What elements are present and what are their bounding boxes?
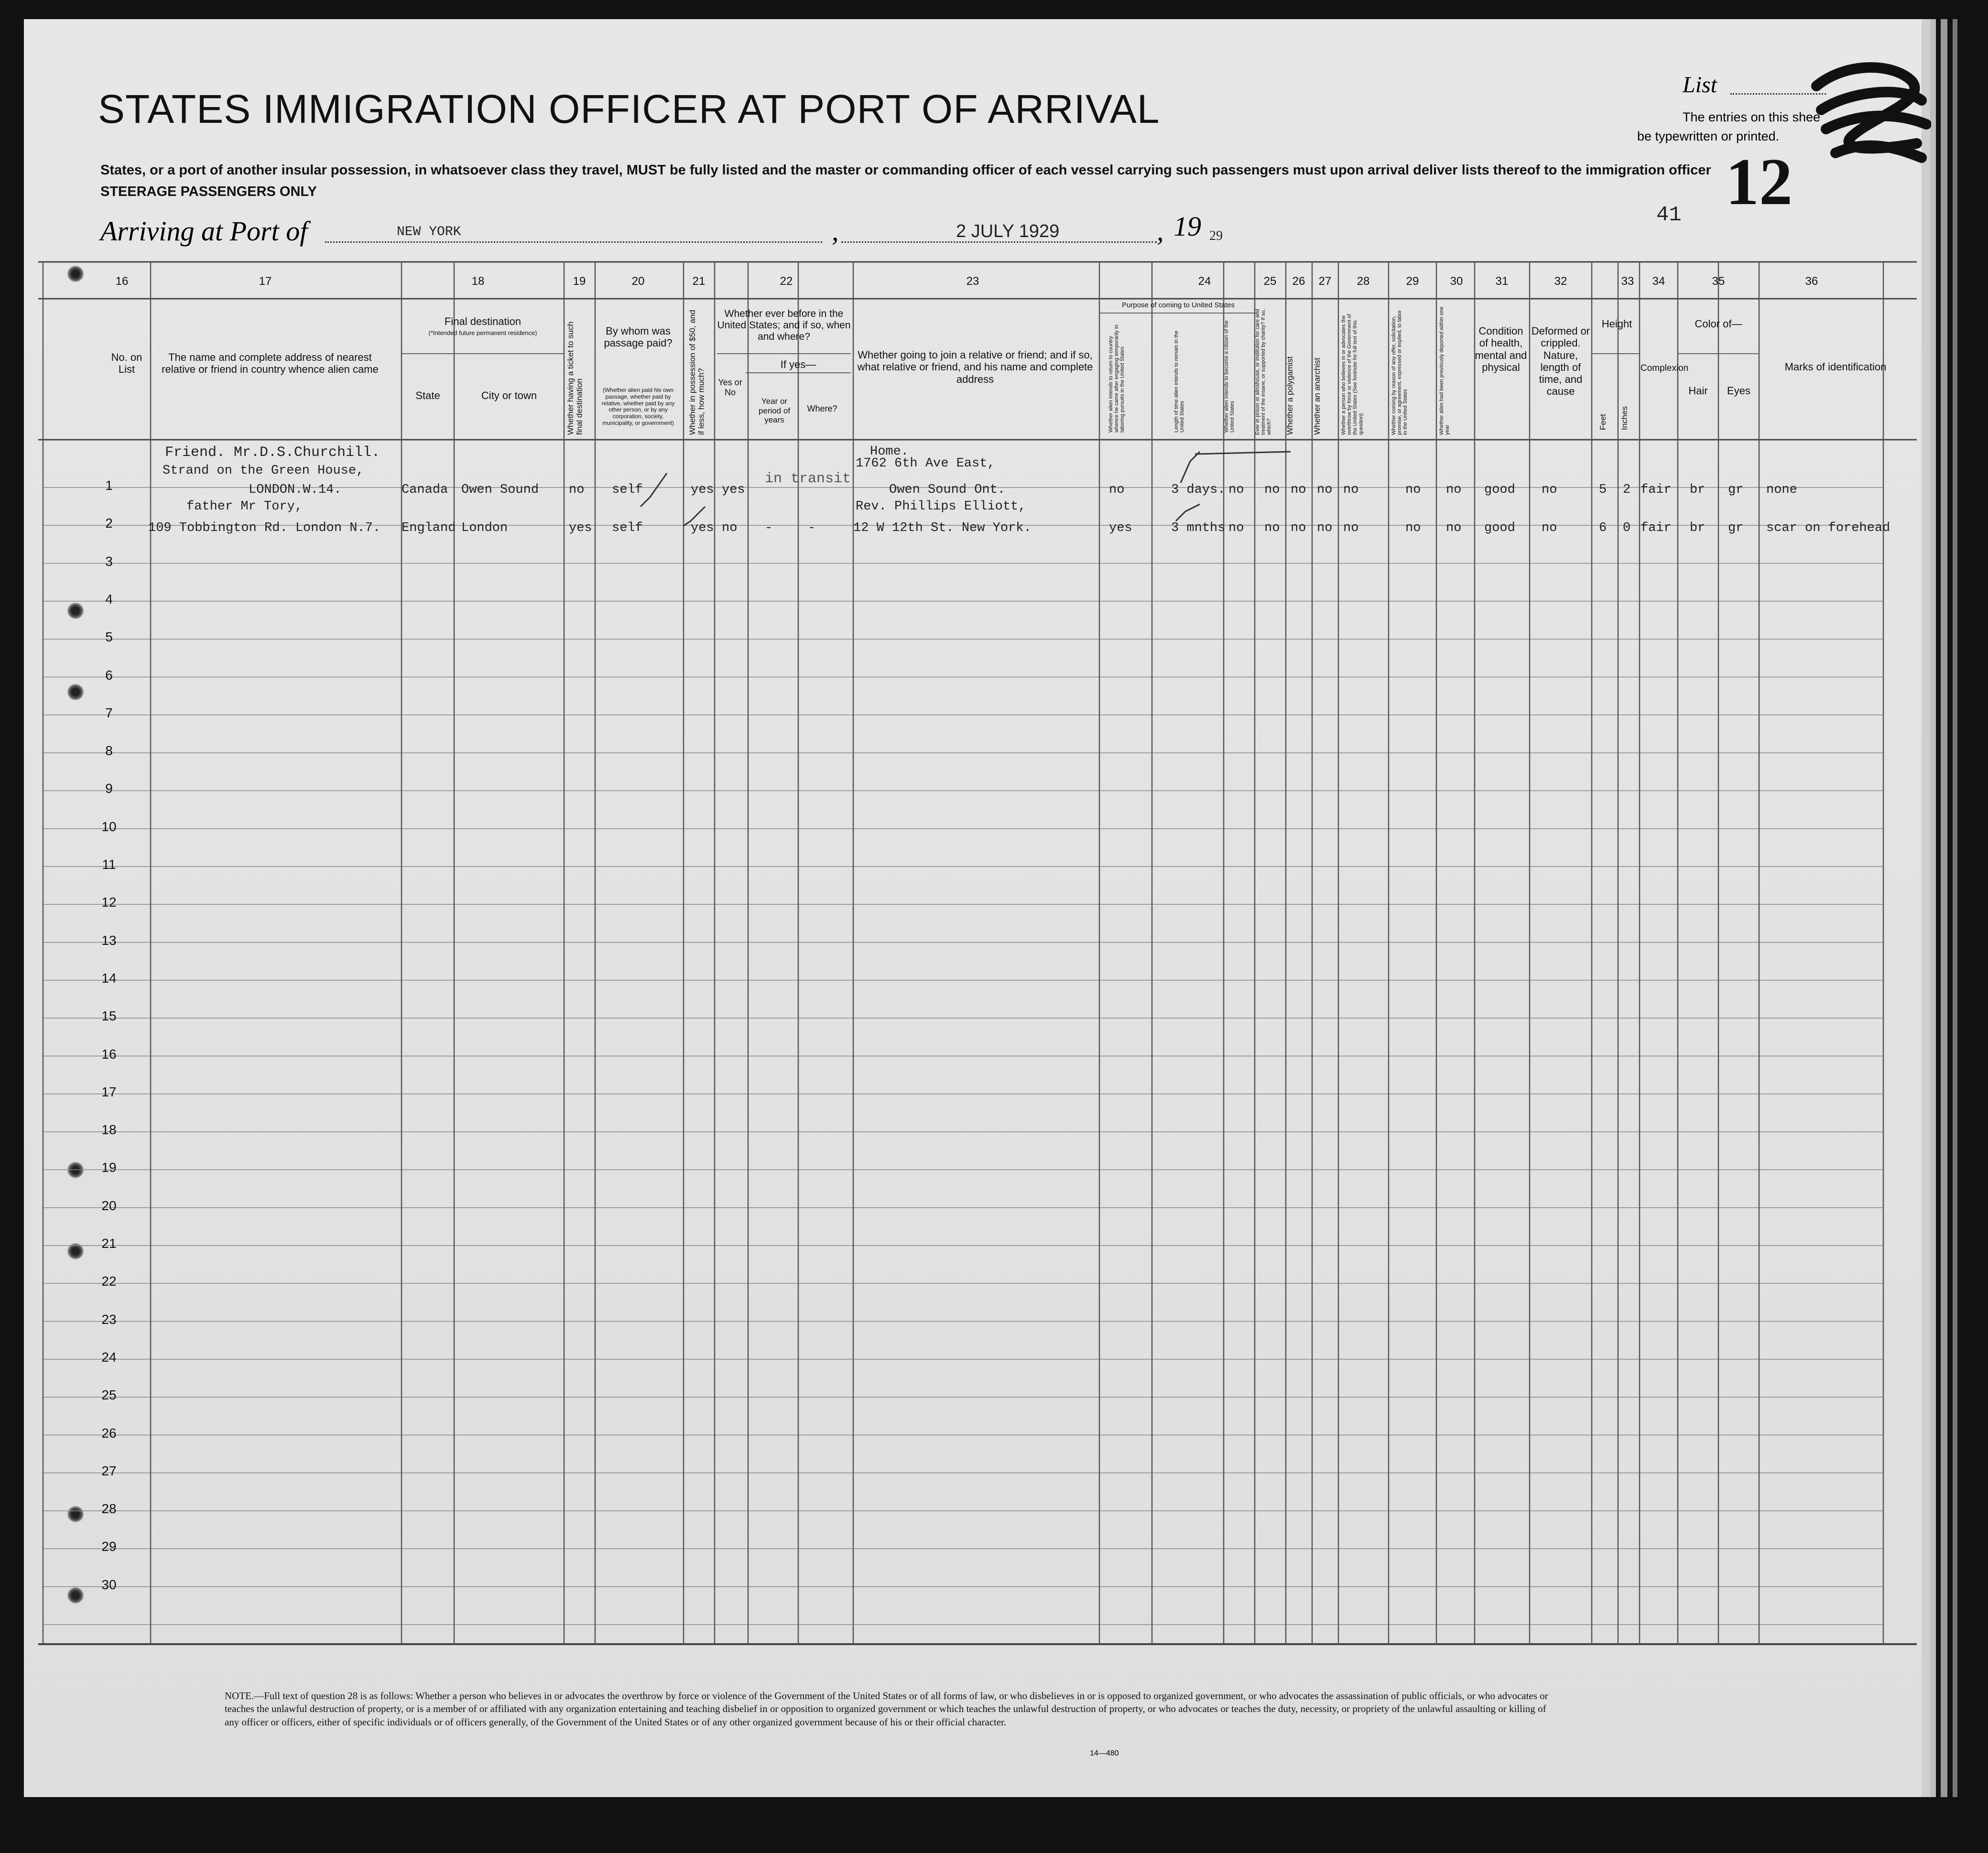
column-number: 16 bbox=[115, 275, 129, 288]
prison-value: no bbox=[1264, 521, 1280, 535]
money-value: yes bbox=[691, 483, 714, 497]
column-number: 33 bbox=[1621, 275, 1634, 288]
hdr-passage-note: (Whether alien paid his own passage, whether paid by relative, whether paid by any other person, or by any corporation, society, municipality, or government) bbox=[601, 387, 675, 426]
row-number: 15 bbox=[101, 1008, 117, 1024]
hdr-money: Whether in possession of $50, and if less, how much? bbox=[688, 310, 706, 435]
citizen-value: no bbox=[1228, 521, 1244, 535]
passage-paid-value: self bbox=[612, 521, 643, 535]
row-number: 27 bbox=[101, 1463, 117, 1478]
row-number: 28 bbox=[101, 1501, 117, 1517]
join-line-3: Owen Sound Ont. bbox=[889, 483, 1006, 497]
hdr-color-of: Color of— bbox=[1695, 318, 1742, 330]
deformed-value: no bbox=[1542, 483, 1557, 497]
column-number: 18 bbox=[471, 275, 485, 288]
column-number: 19 bbox=[573, 275, 586, 288]
hdr-purpose-citizen: Whether alien intends to become a citizen of the United States bbox=[1224, 320, 1236, 433]
hdr-ticket: Whether having a ticket to such final destination bbox=[566, 321, 584, 435]
hdr-deported: Whether alien had been previously deported within one year bbox=[1439, 306, 1451, 435]
height-feet-value: 5 bbox=[1599, 483, 1607, 497]
year-prefix: 19 bbox=[1173, 211, 1201, 242]
complexion-value: fair bbox=[1640, 483, 1672, 497]
page-title: STATES IMMIGRATION OFFICER AT PORT OF ARRIVAL bbox=[98, 87, 1160, 131]
hdr-q28: Whether a person who believes in or advocates the overthrow by force or violence of the Government of the United States (See footnote for full text of this question) bbox=[1341, 314, 1364, 435]
sheet-number: 12 bbox=[1726, 145, 1792, 219]
purpose-return-value: yes bbox=[1109, 521, 1132, 535]
form-code: 14—480 bbox=[1090, 1749, 1119, 1757]
row-number: 26 bbox=[101, 1425, 117, 1441]
hdr-final-destination: Final destination bbox=[444, 315, 521, 327]
row-number: 12 bbox=[101, 895, 117, 910]
relative-line-3: LONDON.W.14. bbox=[249, 483, 342, 497]
row-number: 2 bbox=[105, 516, 113, 531]
hair-value: br bbox=[1690, 483, 1706, 497]
eyes-value: gr bbox=[1728, 521, 1744, 535]
comma: , bbox=[1157, 216, 1164, 247]
column-number: 21 bbox=[692, 275, 706, 288]
hdr-purpose: Purpose of coming to United States bbox=[1122, 301, 1235, 309]
period-in-us: in transit bbox=[765, 471, 851, 487]
date-stamp: 2 JULY 1929 bbox=[956, 221, 1060, 241]
relative-line-1: father Mr Tory, bbox=[186, 499, 303, 514]
complexion-value: fair bbox=[1640, 521, 1672, 535]
column-number: 28 bbox=[1357, 275, 1370, 288]
hdr-state: State bbox=[415, 390, 440, 401]
join-line-2: 12 W 12th St. New York. bbox=[853, 521, 1032, 535]
row-number: 4 bbox=[105, 591, 113, 607]
steerage-label: STEERAGE PASSENGERS ONLY bbox=[100, 184, 317, 199]
before-in-us-value: no bbox=[722, 521, 738, 535]
hdr-nearest-relative: The name and complete address of nearest relative or friend in country whence alien came bbox=[162, 351, 379, 376]
hdr-anarchist: Whether an anarchist bbox=[1313, 358, 1322, 435]
hdr-eyes: Eyes bbox=[1727, 385, 1750, 397]
row-number: 16 bbox=[101, 1046, 117, 1062]
hdr-city: City or town bbox=[481, 390, 537, 401]
header-instructions: States, or a port of another insular possession, in whatsoever class they travel, MUST be fully listed and the master or commanding officer of each vessel carrying such passengers must upon arrival deliver lists thereof to the immigration officer bbox=[100, 163, 1711, 178]
row-number: 21 bbox=[101, 1236, 117, 1251]
marks-value: none bbox=[1766, 483, 1797, 497]
relative-line-2: Strand on the Green House, bbox=[163, 464, 364, 478]
money-value: yes bbox=[691, 521, 714, 535]
hdr-contract: Whether coming by reason of any offer, solicitation, promise, or agreement, expressed or implied, to labor in the United States bbox=[1391, 310, 1409, 435]
row-number: 24 bbox=[101, 1349, 117, 1365]
column-number: 27 bbox=[1318, 275, 1332, 288]
comma: , bbox=[832, 216, 839, 247]
instructions-2: be typewritten or printed. bbox=[1637, 129, 1780, 143]
footnote: NOTE.—Full text of question 28 is as follows: Whether a person who believes in or advocates the overthrow by force or violence of the Government of the United States or of all forms of law, or who disbelieves in or is opposed to organized government, or who advocates the assassination of public officials, or who advocates or teaches the unlawful destruction of property, or is a member of or affiliated with any organization entertaining and teaching disbelief in or opposition to organized government or which teaches the unlawful destruction of property, or who advocates or teaches the duty, necessity, or propriety of the unlawful assaulting or killing of any officer or officers, either of specific individuals or of officers generally, of the Government of the United States or of any other organized government because of his or their official character. bbox=[225, 1690, 1548, 1728]
row-number: 1 bbox=[105, 478, 113, 493]
column-number: 32 bbox=[1554, 275, 1567, 288]
state-value: England bbox=[402, 521, 456, 535]
hdr-passage-paid: By whom was passage paid? bbox=[604, 325, 673, 349]
join-line-1: Home. bbox=[870, 444, 909, 459]
where-in-us: - bbox=[808, 521, 816, 535]
anarchist-value: no bbox=[1317, 521, 1333, 535]
city-value: London bbox=[461, 521, 508, 535]
row-number: 7 bbox=[105, 705, 113, 720]
length-of-stay-value: 3 mnths bbox=[1171, 521, 1226, 535]
relative-line-2: 109 Tobbington Rd. London N.7. bbox=[148, 521, 381, 535]
row-number: 5 bbox=[105, 629, 113, 645]
column-number: 35 bbox=[1712, 275, 1725, 288]
column-number: 30 bbox=[1450, 275, 1463, 288]
deported-value: no bbox=[1446, 521, 1462, 535]
hdr-prison: Ever in prison or almshouse, or institution for care and treatment of the insane, or supported by charity? If so, which? bbox=[1255, 309, 1272, 435]
hdr-deformed: Deformed or crippled. Nature, length of time, and cause bbox=[1531, 325, 1590, 398]
row-number: 22 bbox=[101, 1274, 117, 1289]
hdr-before-in-us: Whether ever before in the United States; and if so, when and where? bbox=[717, 308, 851, 343]
city-value: Owen Sound bbox=[461, 483, 539, 497]
hair-value: br bbox=[1690, 521, 1706, 535]
arriving-label: Arriving at Port of bbox=[100, 216, 308, 247]
hdr-no-on-list: No. on List bbox=[111, 351, 142, 376]
height-inches-value: 2 bbox=[1623, 483, 1631, 497]
column-number: 34 bbox=[1652, 275, 1665, 288]
row-number: 30 bbox=[101, 1577, 117, 1592]
health-value: good bbox=[1484, 483, 1515, 497]
contract-value: no bbox=[1405, 483, 1421, 497]
column-number: 22 bbox=[780, 275, 793, 288]
height-feet-value: 6 bbox=[1599, 521, 1607, 535]
row-number: 17 bbox=[101, 1084, 117, 1099]
hdr-feet: Feet bbox=[1598, 413, 1608, 430]
hdr-final-destination-note: (*Intended future permanent residence) bbox=[428, 329, 537, 336]
instructions-1: The entries on this shee bbox=[1683, 110, 1821, 124]
row-number: 23 bbox=[101, 1311, 117, 1327]
hdr-if-yes: If yes— bbox=[780, 358, 816, 370]
row-number: 20 bbox=[101, 1198, 117, 1213]
passage-paid-value: self bbox=[612, 483, 643, 497]
hdr-year-period: Year or period of years bbox=[758, 397, 791, 425]
hdr-polygamist: Whether a polygamist bbox=[1285, 356, 1294, 435]
ticket-value: yes bbox=[569, 521, 592, 535]
deported-value: no bbox=[1446, 483, 1462, 497]
row-number: 25 bbox=[101, 1387, 117, 1403]
row-number: 9 bbox=[105, 781, 113, 796]
hdr-join-relative: Whether going to join a relative or friend; and if so, what relative or friend, and his name and complete address bbox=[857, 349, 1093, 385]
port-value: NEW YORK bbox=[397, 225, 461, 239]
page-number: 41 bbox=[1656, 203, 1682, 227]
row-number: 14 bbox=[101, 970, 117, 986]
deformed-value: no bbox=[1542, 521, 1557, 535]
row-number: 3 bbox=[105, 553, 113, 569]
hdr-inches: Inches bbox=[1620, 406, 1629, 430]
column-number: 25 bbox=[1263, 275, 1277, 288]
hdr-purpose-length: Length of time alien intends to remain in the United States bbox=[1173, 330, 1185, 433]
prison-value: no bbox=[1264, 483, 1280, 497]
row-number: 8 bbox=[105, 743, 113, 759]
eyes-value: gr bbox=[1728, 483, 1744, 497]
join-line-2: 1762 6th Ave East, bbox=[856, 456, 995, 471]
hdr-health: Condition of health, mental and physical bbox=[1475, 325, 1527, 373]
contract-value: no bbox=[1405, 521, 1421, 535]
hdr-yes-or-no: Yes or No bbox=[718, 378, 742, 397]
q28-value: no bbox=[1343, 521, 1359, 535]
purpose-return-value: no bbox=[1109, 483, 1125, 497]
row-number: 10 bbox=[101, 819, 117, 834]
row-number: 6 bbox=[105, 667, 113, 683]
column-number: 24 bbox=[1198, 275, 1211, 288]
column-number: 36 bbox=[1805, 275, 1818, 288]
marks-value: scar on forehead bbox=[1766, 521, 1890, 535]
column-number: 20 bbox=[631, 275, 645, 288]
height-inches-value: 0 bbox=[1623, 521, 1631, 535]
column-number: 26 bbox=[1292, 275, 1305, 288]
row-number: 13 bbox=[101, 932, 117, 948]
polygamist-value: no bbox=[1291, 521, 1306, 535]
row-number: 19 bbox=[101, 1160, 117, 1175]
citizen-value: no bbox=[1228, 483, 1244, 497]
anarchist-value: no bbox=[1317, 483, 1333, 497]
before-in-us-value: yes bbox=[722, 483, 745, 497]
row-number: 29 bbox=[101, 1539, 117, 1554]
row-number: 11 bbox=[102, 857, 116, 872]
column-number: 29 bbox=[1406, 275, 1419, 288]
hdr-purpose-return: Whether alien intends to return to country whence he came after engaging temporarily in laboring pursuits in the United States bbox=[1108, 325, 1126, 433]
hdr-height: Height bbox=[1601, 318, 1632, 330]
relative-line-1: Friend. Mr.D.S.Churchill. bbox=[165, 444, 380, 461]
hdr-hair: Hair bbox=[1688, 385, 1708, 397]
join-line-1: Rev. Phillips Elliott, bbox=[856, 499, 1026, 514]
polygamist-value: no bbox=[1291, 483, 1306, 497]
list-label: List bbox=[1683, 72, 1717, 98]
length-of-stay-value: 3 days. bbox=[1171, 483, 1226, 497]
state-value: Canada bbox=[402, 483, 448, 497]
period-in-us: - bbox=[765, 521, 773, 535]
row-number: 18 bbox=[101, 1122, 117, 1138]
hdr-where: Where? bbox=[807, 404, 837, 413]
hdr-complexion: Complexion bbox=[1640, 363, 1689, 373]
column-number: 31 bbox=[1495, 275, 1509, 288]
health-value: good bbox=[1484, 521, 1515, 535]
hdr-marks: Marks of identification bbox=[1784, 361, 1887, 373]
year-suffix: 29 bbox=[1209, 228, 1223, 243]
ticket-value: no bbox=[569, 483, 585, 497]
column-number: 17 bbox=[259, 275, 272, 288]
column-number: 23 bbox=[966, 275, 979, 288]
q28-value: no bbox=[1343, 483, 1359, 497]
